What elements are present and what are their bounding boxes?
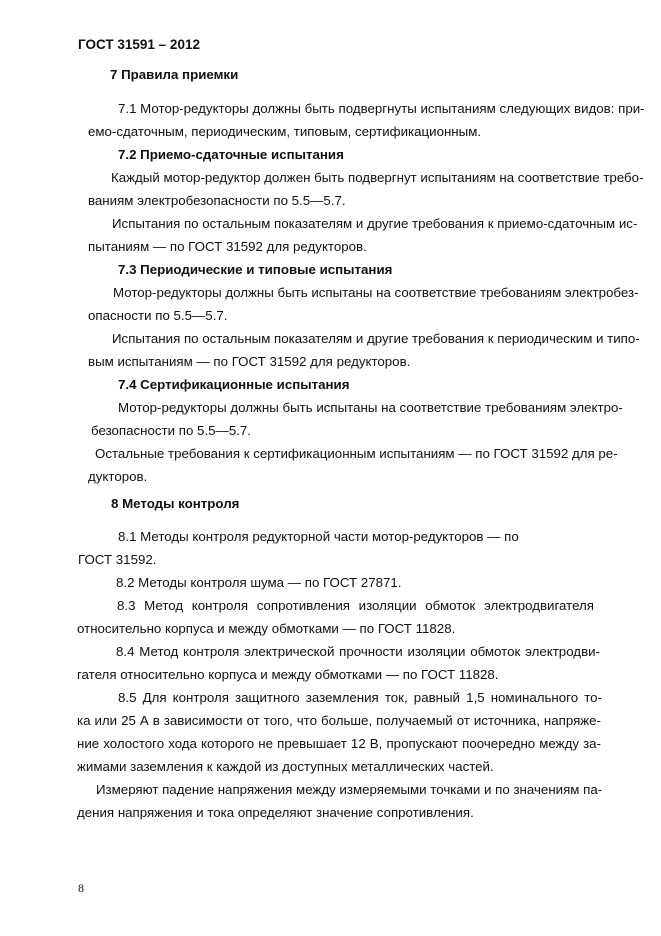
paragraph-7-2-b-line-2: пытаниям — по ГОСТ 31592 для редукторов. (88, 239, 367, 254)
paragraph-8-2: 8.2 Методы контроля шума — по ГОСТ 27871. (116, 575, 402, 590)
paragraph-8-5-line-4: жимами заземления к каждой из доступных металлических частей. (77, 759, 494, 774)
paragraph-7-3-a-line-1: Мотор-редукторы должны быть испытаны на соответствие требованиям электробез- (113, 285, 639, 300)
paragraph-7-1-line-1: 7.1 Мотор-редукторы должны быть подвергнуты испытаниям следующих видов: при- (118, 101, 645, 116)
paragraph-7-4-b-line-1: Остальные требования к сертификационным испытаниям — по ГОСТ 31592 для ре- (95, 446, 618, 461)
section-7-3-title: 7.3 Периодические и типовые испытания (118, 262, 393, 277)
section-7-4-title: 7.4 Сертификационные испытания (118, 377, 350, 392)
paragraph-8-6-line-1: Измеряют падение напряжения между измеряемыми точками и по значениям па- (96, 782, 603, 797)
paragraph-7-2-a-line-2: ваниям электробезопасности по 5.5—5.7. (88, 193, 346, 208)
paragraph-8-5-line-1: 8.5 Для контроля защитного заземления ток, равный 1,5 номинального то- (118, 690, 602, 705)
paragraph-8-3-line-2: относительно корпуса и между обмотками — по ГОСТ 11828. (77, 621, 456, 636)
paragraph-7-3-b-line-2: вым испытаниям — по ГОСТ 31592 для редукторов. (88, 354, 411, 369)
paragraph-8-3-line-1: 8.3 Метод контроля сопротивления изоляции обмоток электродвигателя (117, 598, 594, 613)
page-number: 8 (78, 881, 84, 895)
paragraph-7-3-a-line-2: опасности по 5.5—5.7. (88, 308, 228, 323)
paragraph-8-1-line-1: 8.1 Методы контроля редукторной части мотор-редукторов — по (118, 529, 519, 544)
paragraph-8-6-line-2: дения напряжения и тока определяют значение сопротивления. (77, 805, 474, 820)
paragraph-7-4-a-line-1: Мотор-редукторы должны быть испытаны на соответствие требованиям электро- (118, 400, 623, 415)
paragraph-8-4-line-1: 8.4 Метод контроля электрической прочности изоляции обмоток электродви- (116, 644, 600, 659)
paragraph-8-5-line-3: ние холостого хода которого не превышает 12 В, пропускают поочередно между за- (77, 736, 601, 751)
section-7-title: 7 Правила приемки (110, 67, 239, 82)
document-header: ГОСТ 31591 – 2012 (78, 37, 200, 52)
paragraph-8-5-line-2: ка или 25 А в зависимости от того, что больше, получаемый от источника, напряже- (77, 713, 601, 728)
paragraph-7-1-line-2: емо-сдаточным, периодическим, типовым, сертификационным. (88, 124, 482, 139)
paragraph-7-4-a-line-2: безопасности по 5.5—5.7. (91, 423, 252, 438)
paragraph-7-3-b-line-1: Испытания по остальным показателям и другие требования к периодическим и типо- (112, 331, 640, 346)
section-7-2-title: 7.2 Приемо-сдаточные испытания (118, 147, 344, 162)
paragraph-8-4-line-2: гателя относительно корпуса и между обмотками — по ГОСТ 11828. (77, 667, 499, 682)
paragraph-8-1-line-2: ГОСТ 31592. (78, 552, 157, 567)
paragraph-7-2-a-line-1: Каждый мотор-редуктор должен быть подвергнут испытаниям на соответствие требо- (111, 170, 644, 185)
paragraph-7-4-b-line-2: дукторов. (88, 469, 148, 484)
paragraph-7-2-b-line-1: Испытания по остальным показателям и другие требования к приемо-сдаточным ис- (112, 216, 638, 231)
section-8-title: 8 Методы контроля (111, 496, 240, 511)
